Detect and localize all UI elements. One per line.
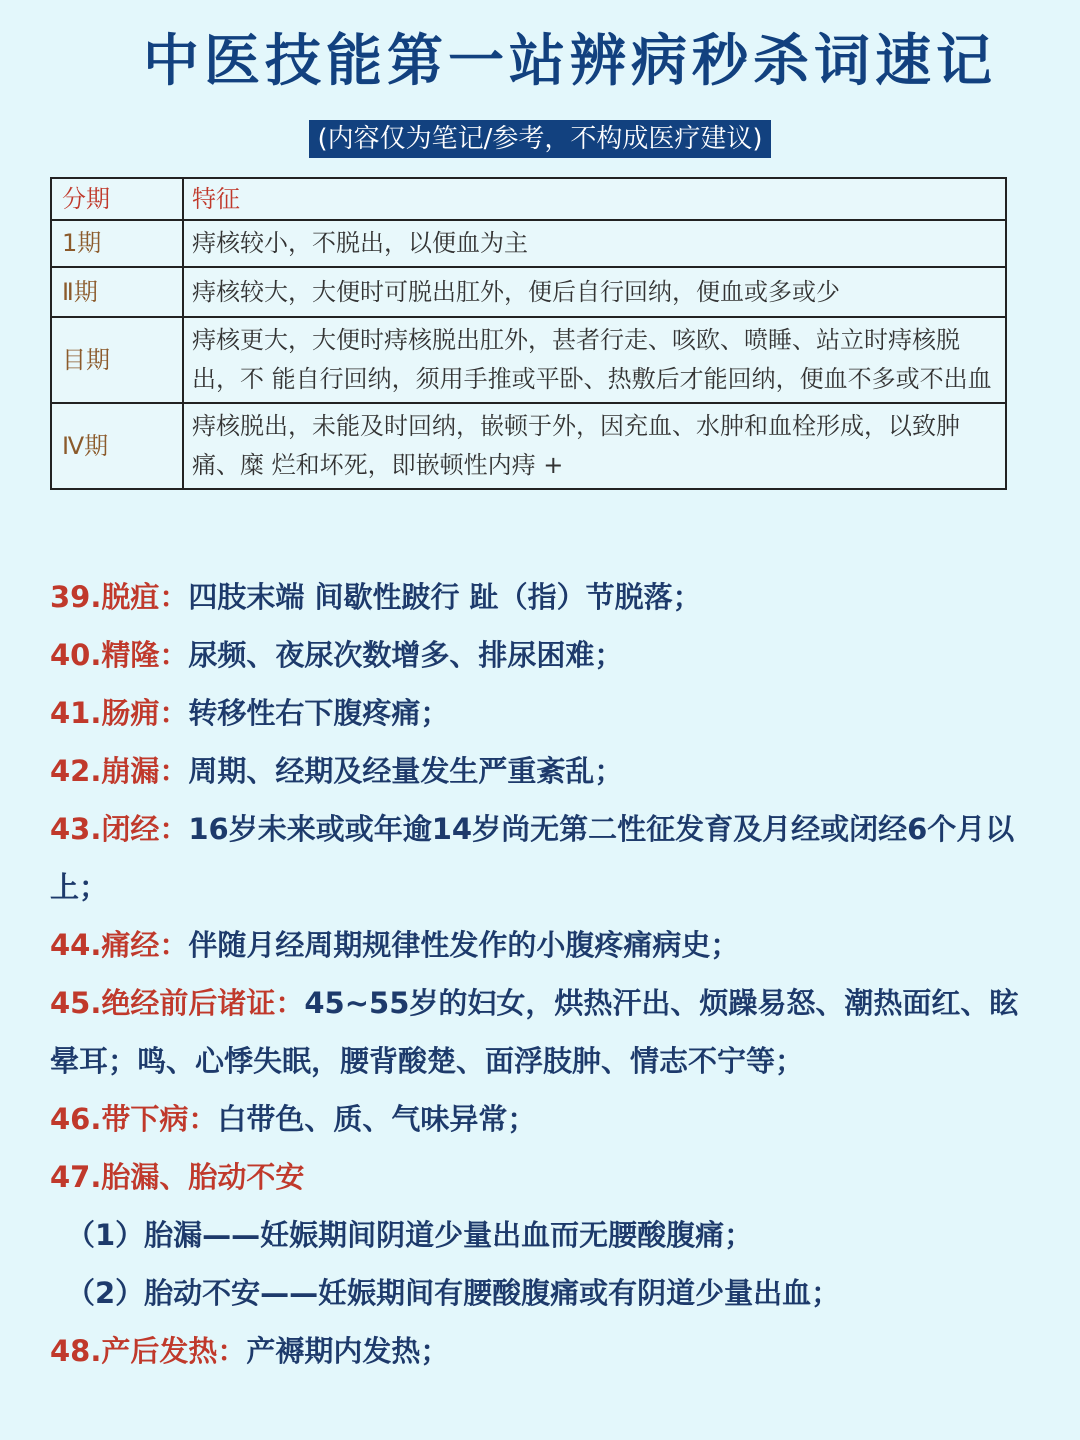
entry-title: 44.痛经： [50, 928, 189, 962]
list-item [50, 1090, 1040, 1148]
entry-title: 48.产后发热： [50, 1334, 247, 1368]
sub-item: （2）胎动不安——妊娠期间有腰酸腹痛或有阴道少量出血； [66, 1276, 841, 1310]
entry-text: 45~55岁的妇女，烘热汗出、烦躁易怒、潮热面红、眩晕耳；鸣、心悸失眠，腰背酸楚、面浮肢肿、情志不宁等； [50, 986, 1019, 1078]
table-row [51, 267, 1006, 317]
entry-text: 16岁未来或或年逾14岁尚无第二性征发育及月经或闭经6个月以上； [50, 812, 1015, 904]
list-item [50, 626, 1040, 684]
list-item [50, 800, 1040, 916]
list-item [50, 1148, 1040, 1206]
feature-cell: 痔核较大，大便时可脱出肛外，便后自行回纳，便血或多或少 [183, 267, 1006, 317]
entry-text: 尿频、夜尿次数增多、排尿困难； [188, 638, 624, 672]
page-title: 中医技能第一站辨病秒杀词速记 [143, 29, 997, 94]
table-row [51, 403, 1006, 489]
feature-cell: 痔核较小，不脱出，以便血为主 [183, 220, 1006, 267]
entry-title: 41.肠痈： [50, 696, 189, 730]
disclaimer-text: (内容仅为笔记/参考，不构成医疗建议) [309, 120, 770, 158]
entry-text: 白带色、质、气味异常； [217, 1102, 537, 1136]
entry-title: 47.胎漏、胎动不安 [50, 1160, 305, 1194]
hemorrhoid-stage-table [50, 177, 1007, 490]
table-row [51, 317, 1006, 403]
stage-cell: Ⅳ期 [51, 403, 183, 489]
entry-title: 40.精隆： [50, 638, 189, 672]
disease-keyword-list [50, 568, 1040, 1380]
header-feature: 特征 [183, 178, 1006, 220]
stage-cell: 1期 [51, 220, 183, 267]
list-item [50, 568, 1040, 626]
entry-title: 43.闭经： [50, 812, 189, 846]
list-item [50, 1322, 1040, 1380]
list-item [50, 742, 1040, 800]
entry-text: 转移性右下腹疼痛； [188, 696, 450, 730]
feature-cell: 痔核脱出，未能及时回纳，嵌顿于外，因充血、水肿和血栓形成，以致肿痛、糜 烂和坏死，即嵌顿性内痔 + [183, 403, 1006, 489]
feature-cell: 痔核更大，大便时痔核脱出肛外，甚者行走、咳欧、喷睡、站立时痔核脱出，不 能自行回纳，须用手推或平卧、热敷后才能回纳，便血不多或不出血 [183, 317, 1006, 403]
disclaimer-banner [0, 120, 1080, 158]
entry-text: 产褥期内发热； [246, 1334, 450, 1368]
sub-item: （1）胎漏——妊娠期间阴道少量出血而无腰酸腹痛； [66, 1218, 754, 1252]
entry-title: 42.崩漏： [50, 754, 189, 788]
table-header-row [51, 178, 1006, 220]
list-item [50, 684, 1040, 742]
stage-cell: 目期 [51, 317, 183, 403]
stage-cell: Ⅱ期 [51, 267, 183, 317]
entry-title: 45.绝经前后诸证： [50, 986, 305, 1020]
entry-text: 四肢末端 间歇性跛行 趾（指）节脱落； [188, 580, 702, 614]
header-stage: 分期 [51, 178, 183, 220]
table-row [51, 220, 1006, 267]
entry-title: 39.脱疽： [50, 580, 189, 614]
list-item [50, 974, 1040, 1090]
list-item [50, 916, 1040, 974]
entry-text: 周期、经期及经量发生严重紊乱； [188, 754, 624, 788]
entry-title: 46.带下病： [50, 1102, 218, 1136]
entry-text: 伴随月经周期规律性发作的小腹疼痛病史； [188, 928, 740, 962]
